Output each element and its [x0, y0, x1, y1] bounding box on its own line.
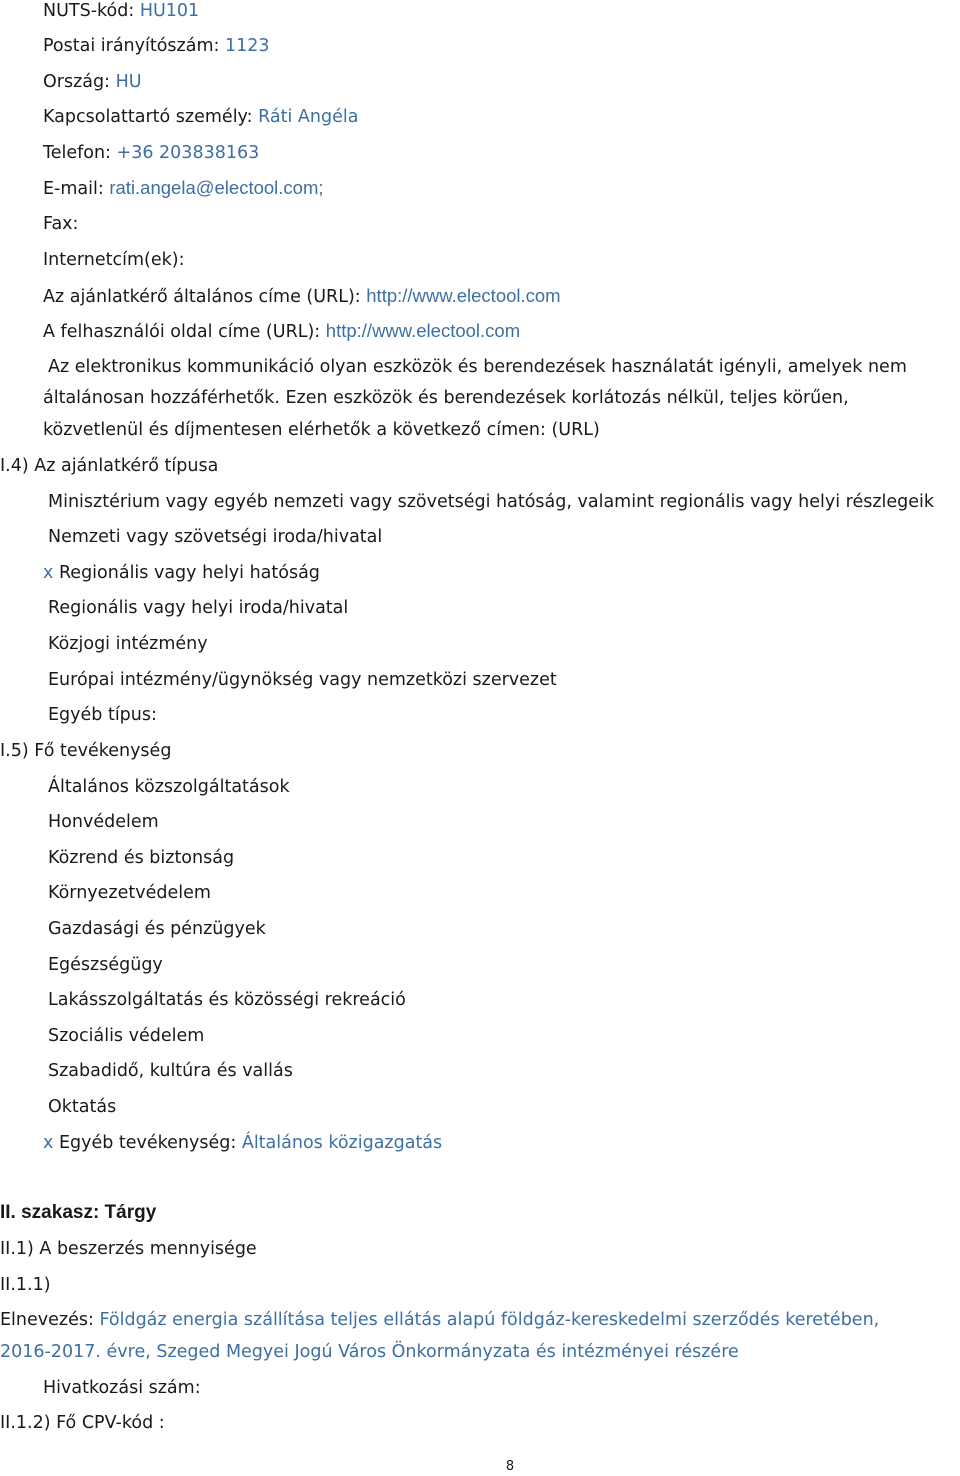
activity-label: Egészségügy — [48, 955, 163, 975]
contact-person-label: Kapcsolattartó személy: — [43, 107, 253, 127]
authority-type-label: Minisztérium vagy egyéb nemzeti vagy szövetségi hatóság, valamint regionális vagy helyi részlegeik — [48, 492, 935, 512]
page-number: 8 — [505, 1459, 515, 1474]
authority-type-item — [48, 597, 348, 619]
email-label: E-mail: — [43, 179, 104, 199]
activity-label: Lakásszolgáltatás és közösségi rekreáció — [48, 990, 406, 1010]
section-ii11-heading: II.1.1) — [0, 1275, 51, 1295]
activity-label: Oktatás — [48, 1097, 117, 1117]
nuts-label: NUTS-kód: — [43, 1, 135, 21]
ecomm-text-line-2 — [43, 387, 849, 409]
authority-type-label: Nemzeti vagy szövetségi iroda/hivatal — [48, 527, 383, 547]
activity-item — [48, 1060, 293, 1082]
other-activity-label: Egyéb tevékenység: — [58, 1133, 237, 1153]
activity-item — [48, 847, 234, 869]
authority-type-label: Egyéb típus: — [48, 705, 157, 725]
ecomm-text-line-2b: Ezen eszközök és berendezések korlátozás nélkül, teljes körűen, — [285, 388, 849, 408]
authority-type-item-selected — [43, 562, 320, 584]
authority-type-label: Európai intézmény/ügynökség vagy nemzetközi szervezet — [48, 670, 557, 690]
postal-label: Postai irányítószám: — [43, 36, 220, 56]
ecomm-text-line-3: közvetlenül és díjmentesen elérhetők a következő címen: (URL) — [43, 420, 600, 440]
activity-label: Általános közszolgáltatások — [48, 777, 290, 797]
section-ii1-heading: II.1) A beszerzés mennyisége — [0, 1239, 257, 1259]
activity-item — [48, 1025, 204, 1047]
name-value-line-2: 2016-2017. évre, Szeged Megyei Jogú Város Önkormányzata és intézményei részére — [0, 1342, 739, 1362]
activity-label: Gazdasági és pénzügyek — [48, 919, 266, 939]
contact-person-row — [43, 106, 358, 128]
cpv-code-label: II.1.2) Fő CPV-kód : — [0, 1413, 165, 1433]
email-value[interactable]: rati.angela@electool.com; — [109, 177, 324, 198]
selected-mark: x — [43, 563, 54, 583]
activity-label: Szabadidő, kultúra és vallás — [48, 1061, 293, 1081]
authority-type-label: Közjogi intézmény — [48, 634, 208, 654]
country-value: HU — [115, 72, 142, 92]
other-activity-value: Általános közigazgatás — [241, 1133, 443, 1153]
activity-item — [48, 954, 163, 976]
internet-label: Internetcím(ek): — [43, 250, 185, 270]
fax-row — [43, 213, 78, 235]
activity-item — [48, 1096, 116, 1118]
postal-value: 1123 — [224, 36, 270, 56]
activity-label: Szociális védelem — [48, 1026, 205, 1046]
activity-label: Honvédelem — [48, 812, 159, 832]
nuts-value: HU101 — [139, 1, 200, 21]
name-value-line-1: Földgáz energia szállítása teljes ellátás alapú földgáz-kereskedelmi szerződés keretében, — [99, 1310, 880, 1330]
buyer-url-row — [43, 320, 520, 343]
section-ii-heading: II. szakasz: Tárgy — [0, 1202, 157, 1223]
name-row — [0, 1309, 879, 1331]
fax-label: Fax: — [43, 214, 79, 234]
ecomm-text-line-2a: általánosan hozzáférhetők. — [43, 388, 280, 408]
reference-number-label: Hivatkozási szám: — [43, 1378, 201, 1398]
country-row — [43, 71, 142, 93]
authority-type-label: Regionális vagy helyi iroda/hivatal — [48, 598, 349, 618]
authority-type-item — [48, 491, 934, 513]
authority-type-item — [48, 526, 382, 548]
buyer-url-link[interactable]: http://www.electool.com — [325, 320, 521, 341]
activity-item — [48, 918, 266, 940]
section-i4-heading: I.4) Az ajánlatkérő típusa — [0, 456, 219, 476]
name-label: Elnevezés: — [0, 1310, 94, 1330]
activity-label: Közrend és biztonság — [48, 848, 235, 868]
general-url-label: Az ajánlatkérő általános címe (URL): — [43, 287, 361, 307]
activity-item — [48, 776, 290, 798]
phone-label: Telefon: — [43, 143, 111, 163]
buyer-url-label: A felhasználói oldal címe (URL): — [43, 322, 321, 342]
authority-type-item — [48, 633, 208, 655]
internet-row — [43, 249, 184, 271]
contact-person-value: Ráti Angéla — [258, 107, 359, 127]
email-row — [43, 177, 324, 200]
activity-item-other-selected — [43, 1132, 442, 1154]
authority-type-label: Regionális vagy helyi hatóság — [58, 563, 320, 583]
activity-item — [48, 882, 211, 904]
phone-value: +36 203838163 — [116, 143, 260, 163]
selected-mark: x — [43, 1133, 54, 1153]
nuts-code-row — [43, 0, 199, 22]
activity-item — [48, 811, 159, 833]
activity-item — [48, 989, 406, 1011]
ecomm-text-line-1: Az elektronikus kommunikáció olyan eszközök és berendezések használatát igényli, amelyek nem — [48, 357, 907, 377]
general-url-row — [43, 285, 561, 308]
authority-type-item — [48, 669, 557, 691]
phone-row — [43, 142, 259, 164]
general-url-link[interactable]: http://www.electool.com — [366, 285, 561, 306]
activity-label: Környezetvédelem — [48, 883, 211, 903]
postal-code-row — [43, 35, 270, 57]
country-label: Ország: — [43, 72, 111, 92]
section-i5-heading: I.5) Fő tevékenység — [0, 741, 172, 761]
authority-type-item — [48, 704, 157, 726]
